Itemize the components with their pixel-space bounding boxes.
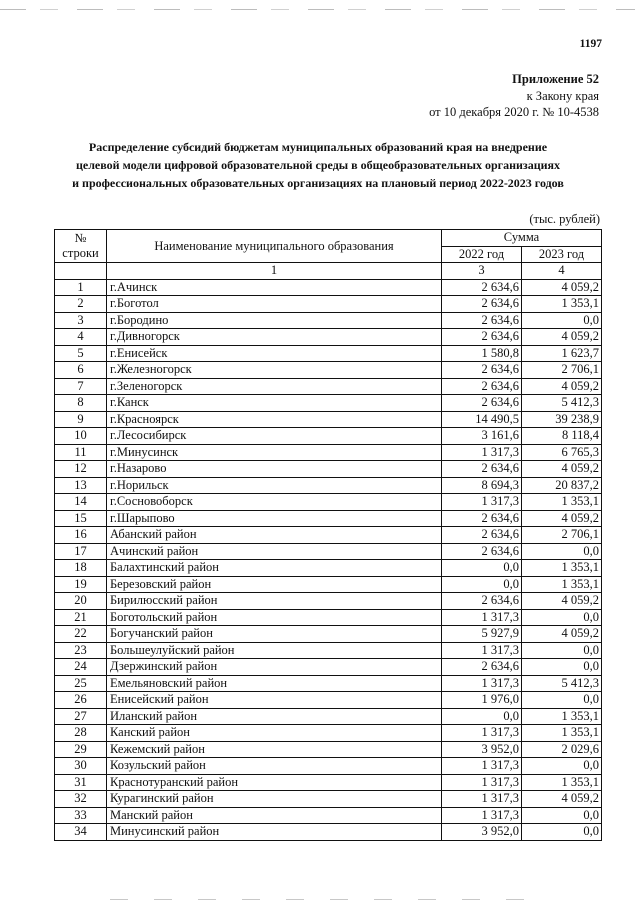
table-header (55, 230, 602, 280)
amount-2023-cell: 6 765,3 (522, 444, 602, 461)
amount-2022-cell: 1 317,3 (442, 807, 522, 824)
header-row-word: строки (62, 246, 99, 260)
row-number-cell: 15 (55, 510, 107, 527)
amount-2023-cell: 1 353,1 (522, 774, 602, 791)
row-number-cell: 33 (55, 807, 107, 824)
amount-2023-cell: 4 059,2 (522, 461, 602, 478)
row-number-cell: 24 (55, 659, 107, 676)
amount-2022-cell: 14 490,5 (442, 411, 522, 428)
municipality-name-cell: г.Енисейск (107, 345, 442, 362)
table-row (55, 362, 602, 379)
header-index-2023: 4 (522, 263, 602, 280)
table-body (55, 279, 602, 840)
page-number: 1197 (579, 38, 602, 50)
row-number-cell: 6 (55, 362, 107, 379)
municipality-name-cell: Канский район (107, 725, 442, 742)
amount-2022-cell: 1 317,3 (442, 774, 522, 791)
amount-2022-cell: 0,0 (442, 560, 522, 577)
row-number-cell: 3 (55, 312, 107, 329)
amount-2022-cell: 2 634,6 (442, 543, 522, 560)
title-line-3: и профессиональных образовательных организациях на плановый период 2022-2023 годов (72, 176, 564, 190)
appendix-law-ref: к Закону края (526, 88, 599, 103)
row-number-cell: 7 (55, 378, 107, 395)
amount-2023-cell: 0,0 (522, 609, 602, 626)
amount-2023-cell: 1 353,1 (522, 576, 602, 593)
municipality-name-cell: Курагинский район (107, 791, 442, 808)
table-row (55, 543, 602, 560)
amount-2023-cell: 0,0 (522, 312, 602, 329)
table-row (55, 494, 602, 511)
table-row (55, 593, 602, 610)
row-number-cell: 27 (55, 708, 107, 725)
row-number-cell: 31 (55, 774, 107, 791)
row-number-cell: 21 (55, 609, 107, 626)
table-row (55, 461, 602, 478)
row-number-cell: 4 (55, 329, 107, 346)
table-row (55, 609, 602, 626)
row-number-cell: 25 (55, 675, 107, 692)
scan-edge-top (0, 9, 635, 10)
amount-2023-cell: 1 353,1 (522, 560, 602, 577)
municipality-name-cell: Минусинский район (107, 824, 442, 841)
amount-2022-cell: 3 952,0 (442, 824, 522, 841)
row-number-cell: 1 (55, 279, 107, 296)
appendix-number: Приложение 52 (512, 72, 599, 86)
row-number-cell: 29 (55, 741, 107, 758)
row-number-cell: 17 (55, 543, 107, 560)
table-row (55, 642, 602, 659)
amount-2022-cell: 1 317,3 (442, 791, 522, 808)
amount-2022-cell: 2 634,6 (442, 362, 522, 379)
amount-2023-cell: 0,0 (522, 692, 602, 709)
appendix-header (429, 71, 599, 121)
municipality-name-cell: Иланский район (107, 708, 442, 725)
municipality-name-cell: Боготольский район (107, 609, 442, 626)
amount-2022-cell: 1 317,3 (442, 642, 522, 659)
row-number-cell: 20 (55, 593, 107, 610)
table-row (55, 411, 602, 428)
municipality-name-cell: г.Норильск (107, 477, 442, 494)
amount-2023-cell: 0,0 (522, 642, 602, 659)
table-row (55, 279, 602, 296)
municipality-name-cell: Богучанский район (107, 626, 442, 643)
amount-2023-cell: 1 353,1 (522, 296, 602, 313)
amount-2022-cell: 0,0 (442, 708, 522, 725)
municipality-name-cell: Ачинский район (107, 543, 442, 560)
amount-2022-cell: 2 634,6 (442, 510, 522, 527)
municipality-name-cell: Бирилюсский район (107, 593, 442, 610)
table-row (55, 345, 602, 362)
table-row (55, 477, 602, 494)
municipality-name-cell: Дзержинский район (107, 659, 442, 676)
amount-2023-cell: 8 118,4 (522, 428, 602, 445)
municipality-name-cell: Балахтинский район (107, 560, 442, 577)
amount-2022-cell: 3 161,6 (442, 428, 522, 445)
unit-label: (тыс. рублей) (529, 212, 600, 226)
row-number-cell: 23 (55, 642, 107, 659)
municipality-name-cell: г.Дивногорск (107, 329, 442, 346)
amount-2022-cell: 8 694,3 (442, 477, 522, 494)
header-index-name: 1 (107, 263, 442, 280)
amount-2022-cell: 2 634,6 (442, 312, 522, 329)
table-row (55, 296, 602, 313)
municipality-name-cell: Березовский район (107, 576, 442, 593)
amount-2022-cell: 2 634,6 (442, 659, 522, 676)
title-line-2: целевой модели цифровой образовательной среды в общеобразовательных организациях (75, 158, 561, 172)
municipality-name-cell: Емельяновский район (107, 675, 442, 692)
amount-2023-cell: 2 706,1 (522, 362, 602, 379)
amount-2023-cell: 2 029,6 (522, 741, 602, 758)
amount-2022-cell: 1 976,0 (442, 692, 522, 709)
amount-2022-cell: 1 317,3 (442, 725, 522, 742)
row-number-cell: 10 (55, 428, 107, 445)
municipality-name-cell: Краснотуранский район (107, 774, 442, 791)
row-number-cell: 19 (55, 576, 107, 593)
amount-2023-cell: 0,0 (522, 807, 602, 824)
amount-2023-cell: 1 353,1 (522, 725, 602, 742)
appendix-law-date: от 10 декабря 2020 г. № 10-4538 (429, 105, 599, 119)
amount-2023-cell: 4 059,2 (522, 593, 602, 610)
table-row (55, 708, 602, 725)
row-number-cell: 8 (55, 395, 107, 412)
table-row (55, 659, 602, 676)
header-index-2022: 3 (442, 263, 522, 280)
amount-2023-cell: 0,0 (522, 543, 602, 560)
amount-2022-cell: 5 927,9 (442, 626, 522, 643)
amount-2022-cell: 0,0 (442, 576, 522, 593)
table-row (55, 444, 602, 461)
amount-2023-cell: 1 623,7 (522, 345, 602, 362)
amount-2023-cell: 0,0 (522, 758, 602, 775)
municipality-name-cell: г.Красноярск (107, 411, 442, 428)
amount-2023-cell: 39 238,9 (522, 411, 602, 428)
municipality-name-cell: Абанский район (107, 527, 442, 544)
table-row (55, 395, 602, 412)
municipality-name-cell: г.Бородино (107, 312, 442, 329)
amount-2023-cell: 4 059,2 (522, 378, 602, 395)
amount-2022-cell: 1 317,3 (442, 494, 522, 511)
amount-2022-cell: 1 317,3 (442, 609, 522, 626)
row-number-cell: 28 (55, 725, 107, 742)
table-row (55, 692, 602, 709)
municipality-name-cell: г.Зеленогорск (107, 378, 442, 395)
subsidy-table (54, 229, 602, 841)
table-row (55, 758, 602, 775)
table-row (55, 807, 602, 824)
table-row (55, 312, 602, 329)
row-number-cell: 22 (55, 626, 107, 643)
amount-2023-cell: 1 353,1 (522, 494, 602, 511)
amount-2023-cell: 1 353,1 (522, 708, 602, 725)
table-row (55, 560, 602, 577)
amount-2022-cell: 2 634,6 (442, 461, 522, 478)
amount-2022-cell: 1 317,3 (442, 675, 522, 692)
header-year-2023: 2023 год (522, 246, 602, 263)
amount-2023-cell: 20 837,2 (522, 477, 602, 494)
row-number-cell: 5 (55, 345, 107, 362)
amount-2023-cell: 5 412,3 (522, 395, 602, 412)
municipality-name-cell: Кежемский район (107, 741, 442, 758)
header-sum: Сумма (442, 230, 602, 247)
row-number-cell: 34 (55, 824, 107, 841)
municipality-name-cell: г.Канск (107, 395, 442, 412)
municipality-name-cell: Манский район (107, 807, 442, 824)
document-title (30, 138, 606, 192)
amount-2023-cell: 0,0 (522, 659, 602, 676)
table-row (55, 510, 602, 527)
amount-2023-cell: 4 059,2 (522, 279, 602, 296)
row-number-cell: 12 (55, 461, 107, 478)
municipality-name-cell: Большеулуйский район (107, 642, 442, 659)
amount-2022-cell: 1 580,8 (442, 345, 522, 362)
row-number-cell: 9 (55, 411, 107, 428)
amount-2022-cell: 2 634,6 (442, 329, 522, 346)
header-row-number (55, 230, 107, 263)
row-number-cell: 18 (55, 560, 107, 577)
row-number-cell: 11 (55, 444, 107, 461)
table-row (55, 428, 602, 445)
amount-2023-cell: 0,0 (522, 824, 602, 841)
header-index-empty (55, 263, 107, 280)
header-number-sign: № (74, 231, 87, 245)
amount-2023-cell: 5 412,3 (522, 675, 602, 692)
header-year-2022: 2022 год (442, 246, 522, 263)
amount-2023-cell: 4 059,2 (522, 510, 602, 527)
amount-2022-cell: 2 634,6 (442, 395, 522, 412)
municipality-name-cell: г.Боготол (107, 296, 442, 313)
municipality-name-cell: Енисейский район (107, 692, 442, 709)
municipality-name-cell: г.Лесосибирск (107, 428, 442, 445)
scan-edge-bottom (110, 899, 530, 900)
municipality-name-cell: г.Сосновоборск (107, 494, 442, 511)
table-row (55, 576, 602, 593)
table-row (55, 774, 602, 791)
municipality-name-cell: г.Ачинск (107, 279, 442, 296)
amount-2022-cell: 1 317,3 (442, 444, 522, 461)
table-row (55, 824, 602, 841)
municipality-name-cell: г.Минусинск (107, 444, 442, 461)
table-row (55, 675, 602, 692)
municipality-name-cell: Козульский район (107, 758, 442, 775)
amount-2022-cell: 2 634,6 (442, 527, 522, 544)
amount-2023-cell: 2 706,1 (522, 527, 602, 544)
table-row (55, 725, 602, 742)
amount-2022-cell: 3 952,0 (442, 741, 522, 758)
amount-2022-cell: 2 634,6 (442, 279, 522, 296)
row-number-cell: 32 (55, 791, 107, 808)
amount-2023-cell: 4 059,2 (522, 626, 602, 643)
municipality-name-cell: г.Шарыпово (107, 510, 442, 527)
row-number-cell: 16 (55, 527, 107, 544)
row-number-cell: 26 (55, 692, 107, 709)
amount-2023-cell: 4 059,2 (522, 791, 602, 808)
table-row (55, 527, 602, 544)
amount-2022-cell: 2 634,6 (442, 296, 522, 313)
table-row (55, 626, 602, 643)
row-number-cell: 13 (55, 477, 107, 494)
title-line-1: Распределение субсидий бюджетам муниципальных образований края на внедрение (88, 140, 548, 154)
municipality-name-cell: г.Назарово (107, 461, 442, 478)
header-municipality: Наименование муниципального образования (107, 230, 442, 263)
amount-2022-cell: 1 317,3 (442, 758, 522, 775)
table-row (55, 741, 602, 758)
amount-2022-cell: 2 634,6 (442, 378, 522, 395)
row-number-cell: 14 (55, 494, 107, 511)
row-number-cell: 30 (55, 758, 107, 775)
municipality-name-cell: г.Железногорск (107, 362, 442, 379)
amount-2023-cell: 4 059,2 (522, 329, 602, 346)
row-number-cell: 2 (55, 296, 107, 313)
table-row (55, 378, 602, 395)
amount-2022-cell: 2 634,6 (442, 593, 522, 610)
table-row (55, 791, 602, 808)
table-row (55, 329, 602, 346)
